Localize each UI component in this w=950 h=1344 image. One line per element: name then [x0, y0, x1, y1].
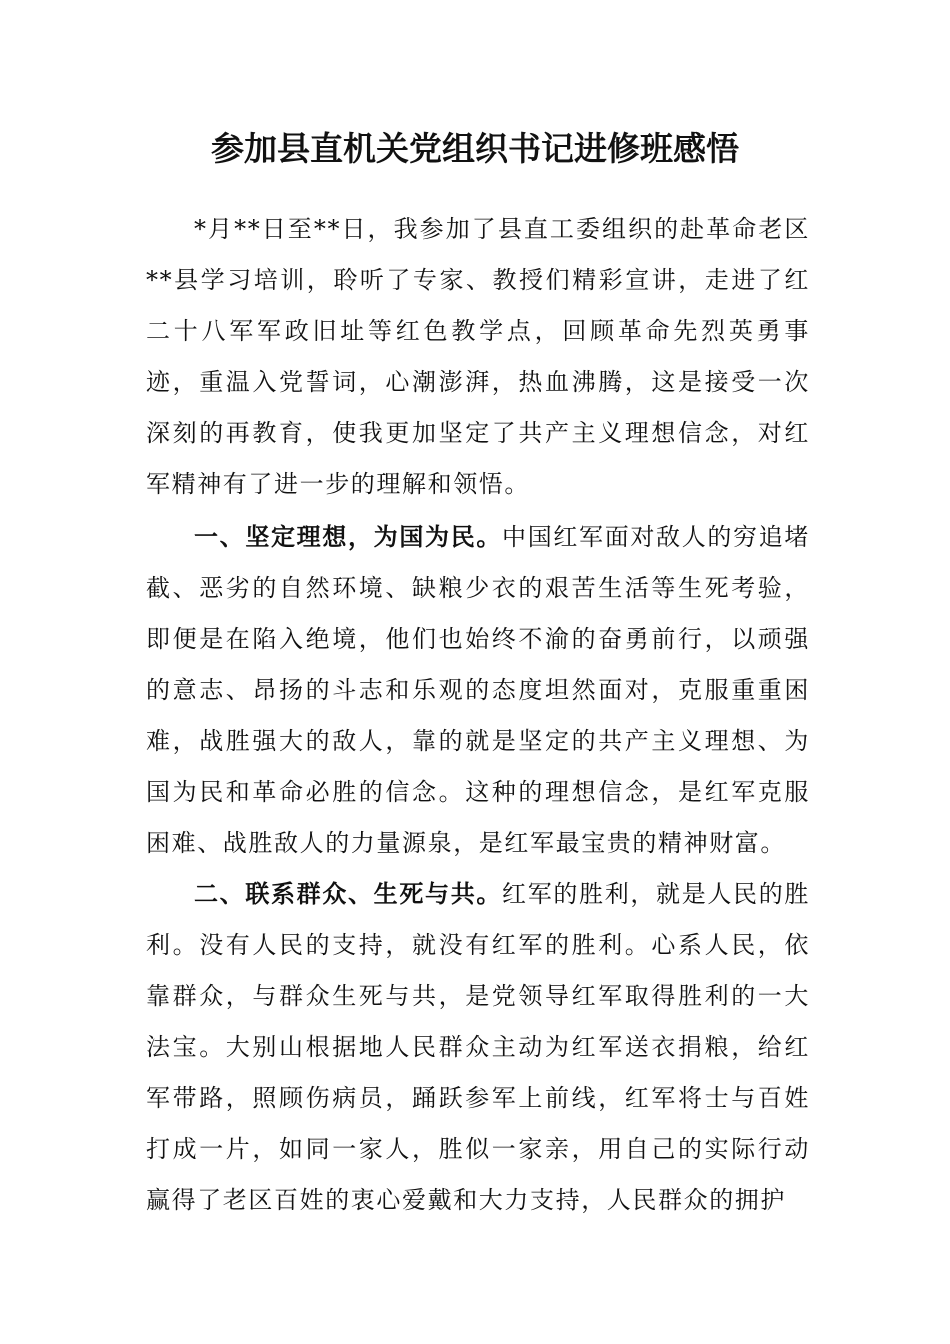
document-title: 参加县直机关党组织书记进修班感悟 — [211, 129, 739, 168]
section-one-heading: 一、坚定理想，为国为民。 — [194, 522, 503, 551]
paragraph-intro — [146, 204, 810, 510]
paragraph-section-one — [146, 511, 810, 869]
section-one-text: 中国红军面对敌人的穷追堵截、恶劣的自然环境、缺粮少衣的艰苦生活等生死考验，即便是在陷入绝境，他们也始终不渝的奋勇前行，以顽强的意志、昂扬的斗志和乐观的态度坦然面对，克服重重困难，战胜强大的敌人，靠的就是坚定的共产主义理想、为国为民和革命必胜的信念。这种的理想信念，是红军克服困难、战胜敌人的力量源泉，是红军最宝贵的精神财富。 — [146, 523, 810, 857]
section-two-heading: 二、联系群众、生死与共。 — [194, 879, 503, 908]
paragraph-section-two — [146, 868, 810, 1226]
section-two-text: 红军的胜利，就是人民的胜利。没有人民的支持，就没有红军的胜利。心系人民，依靠群众，与群众生死与共，是党领导红军取得胜利的一大法宝。大别山根据地人民群众主动为红军送衣捐粮，给红军带路，照顾伤病员，踊跃参军上前线，红军将士与百姓打成一片，如同一家人，胜似一家亲，用自己的实际行动赢得了老区百姓的衷心爱戴和大力支持，人民群众的拥护 — [146, 880, 810, 1214]
paragraph-intro-text: *月**日至**日，我参加了县直工委组织的赴革命老区**县学习培训，聆听了专家、教授们精彩宣讲，走进了红二十八军军政旧址等红色教学点，回顾革命先烈英勇事迹，重温入党誓词，心潮澎湃，热血沸腾，这是接受一次深刻的再教育，使我更加坚定了共产主义理想信念，对红军精神有了进一步的理解和领悟。 — [146, 215, 810, 498]
